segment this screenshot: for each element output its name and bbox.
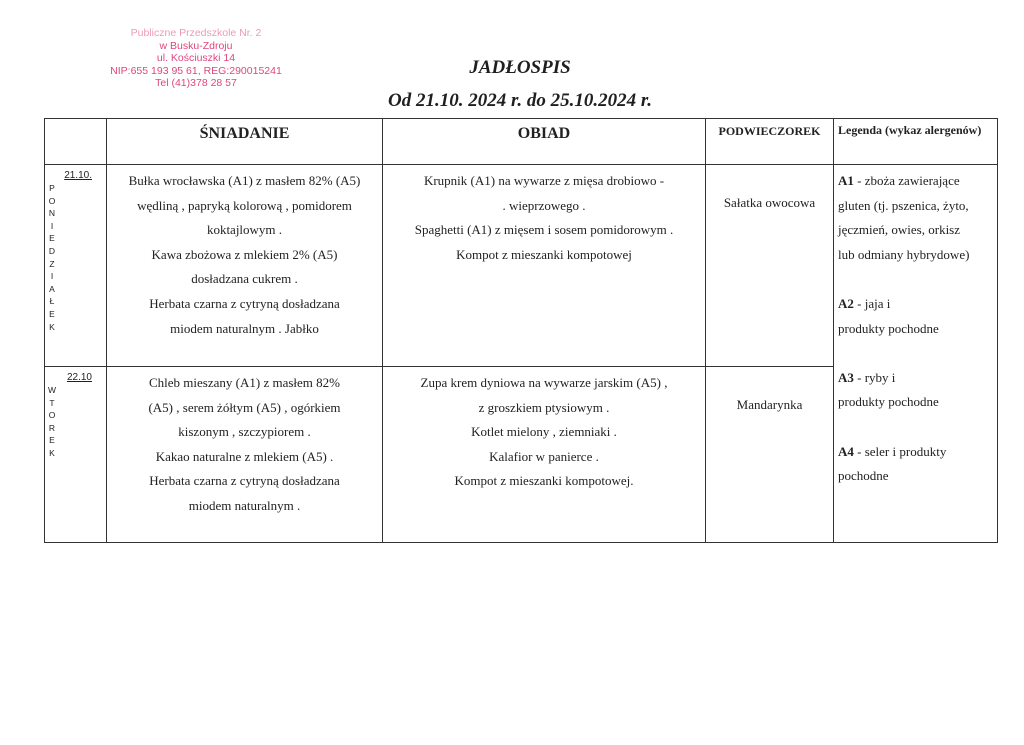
day-date: 21.10. — [64, 170, 92, 181]
legend-code: A4 — [838, 443, 854, 459]
legend-text: - zboża zawierające — [853, 173, 960, 188]
meal-line: Kakao naturalne z mlekiem (A5) . — [155, 448, 334, 464]
allergen-legend-cell — [834, 165, 998, 543]
legend-code: A3 — [838, 369, 854, 385]
meal-line: z groszkiem ptysiowym . — [478, 399, 610, 415]
day-letter: K — [49, 321, 55, 332]
meal-line: Kotlet mielony , ziemniaki . — [471, 424, 617, 440]
meal-line: Kawa zbożowa z mlekiem 2% (A5) — [151, 246, 338, 262]
meal-line: Kompot z mieszanki kompotowej — [456, 246, 632, 262]
stamp-line: NIP:655 193 95 61, REG:290015241 — [110, 64, 282, 77]
lunch-cell — [383, 367, 706, 543]
meal-line: . wieprzowego . — [502, 197, 586, 213]
day-cell — [45, 165, 107, 367]
day-letter: K — [49, 447, 55, 458]
legend-line — [838, 292, 994, 317]
header-breakfast: ŚNIADANIE — [107, 119, 383, 165]
legend-text: - ryby i — [853, 369, 896, 385]
menu-table — [44, 118, 998, 543]
day-row-monday — [45, 165, 998, 367]
day-letter: R — [48, 422, 56, 433]
meal-line: miodem naturalnym . — [188, 497, 301, 513]
stamp-line: w Busku-Zdroju — [159, 39, 233, 52]
header-day — [45, 119, 107, 165]
day-letter: Z — [49, 258, 55, 269]
day-name-vertical — [48, 182, 56, 333]
legend-line — [838, 366, 994, 391]
day-letter: I — [50, 220, 54, 231]
legend-text: - jaja i — [853, 295, 891, 311]
day-letter: Ł — [49, 296, 55, 307]
breakfast-cell — [107, 165, 383, 367]
stamp-line: ul. Kościuszki 14 — [156, 52, 236, 64]
day-letter: W — [48, 385, 57, 395]
legend-code: A1 — [838, 173, 854, 188]
legend-text: jęczmień, owies, orkisz — [838, 222, 961, 238]
day-letter: E — [49, 435, 55, 446]
day-letter: A — [49, 283, 55, 294]
stamp-line: Tel (41)378 28 57 — [155, 77, 237, 89]
breakfast-cell — [107, 367, 383, 543]
legend-code: A2 — [838, 295, 854, 311]
day-letter: O — [48, 195, 56, 206]
day-name-vertical — [48, 384, 56, 460]
legend-text: pochodne — [838, 468, 889, 484]
legend-text: lub odmiany hybrydowe) — [838, 246, 970, 262]
day-cell — [45, 367, 107, 543]
meal-line: miodem naturalnym . Jabłko — [170, 320, 319, 336]
legend-text: produkty pochodne — [838, 394, 939, 410]
snack-cell: Mandarynka — [706, 367, 834, 543]
header-legend: Legenda (wykaz alergenów) — [834, 119, 998, 165]
snack-cell: Sałatka owocowa — [706, 165, 834, 367]
meal-line: Kalafior w panierce . — [489, 448, 599, 464]
lunch-cell — [383, 165, 706, 367]
legend-line — [838, 440, 994, 465]
header-lunch: OBIAD — [383, 119, 706, 165]
stamp-line: Publiczne Przedszkole Nr. 2 — [130, 27, 262, 39]
meal-line: koktajlowym . — [206, 222, 283, 238]
kindergarten-stamp — [96, 27, 296, 90]
legend-line — [838, 169, 994, 194]
meal-line: wędliną , papryką kolorową , pomidorem — [137, 197, 352, 213]
meal-line: Spaghetti (A1) z mięsem i sosem pomidorowym . — [414, 222, 674, 238]
day-letter: T — [49, 397, 55, 408]
meal-line: Zupa krem dyniowa na wywarze jarskim (A5) , — [420, 375, 668, 390]
meal-line: (A5) , serem żółtym (A5) , ogórkiem — [148, 399, 341, 415]
legend-text: gluten (tj. pszenica, żyto, — [838, 197, 969, 213]
day-letter: E — [49, 308, 55, 319]
day-letter: I — [50, 271, 54, 282]
meal-line: Kompot z mieszanki kompotowej. — [454, 473, 634, 489]
page-title: JADŁOSPIS — [469, 57, 571, 78]
header-row — [45, 119, 998, 165]
legend-text: - seler i produkty — [853, 443, 947, 459]
day-letter: O — [48, 410, 56, 421]
meal-line: Chleb mieszany (A1) z masłem 82% — [149, 375, 340, 390]
day-letter: D — [48, 245, 56, 256]
meal-line: Herbata czarna z cytryną dosładzana — [149, 295, 340, 311]
date-range-subtitle: Od 21.10. 2024 r. do 25.10.2024 r. — [388, 90, 652, 111]
meal-line: Bułka wrocławska (A1) z masłem 82% (A5) — [128, 173, 361, 188]
day-letter: P — [49, 183, 55, 193]
meal-line: kiszonym , szczypiorem . — [178, 424, 311, 440]
day-letter: N — [48, 208, 56, 219]
day-letter: E — [49, 233, 55, 244]
header-snack: PODWIECZOREK — [706, 119, 834, 165]
meal-line: dosładzana cukrem . — [191, 271, 298, 287]
meal-line: Krupnik (A1) na wywarze z mięsa drobiowo - — [423, 173, 665, 188]
legend-text: produkty pochodne — [838, 320, 939, 336]
day-date: 22.10 — [66, 372, 92, 383]
meal-line: Herbata czarna z cytryną dosładzana — [149, 473, 340, 489]
